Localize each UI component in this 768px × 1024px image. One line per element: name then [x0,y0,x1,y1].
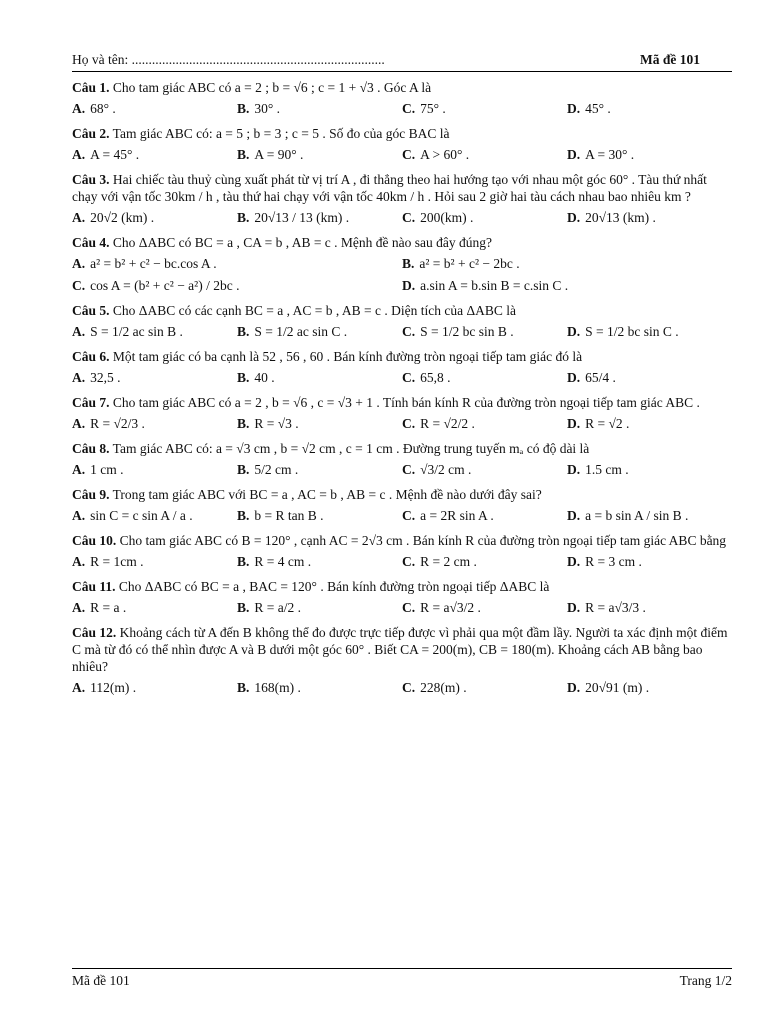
question-number: Câu 7. [72,395,110,410]
option-a[interactable] [72,677,237,697]
option-text: 1 cm . [90,461,124,477]
option-label: C. [402,507,416,523]
option-text: S = 1/2 ac sin B . [90,323,183,339]
question-text: Cho tam giác ABC có a = 2 ; b = √6 ; c = 1 + √3 . Góc A là [112,80,432,95]
options-row [72,207,732,227]
question-8 [72,440,732,479]
option-label: B. [237,679,250,695]
question-3 [72,171,732,227]
exam-code: Mã đề 101 [640,52,700,67]
question-text: Cho tam giác ABC có B = 120° , cạnh AC = 2√3 cm . Bán kính R của đường tròn ngoại tiếp tam giác ABC bằng [119,533,727,548]
question-10 [72,532,732,571]
option-d[interactable] [567,207,732,227]
option-label: A. [72,369,86,385]
option-d[interactable] [567,677,732,697]
question-stem [72,171,732,205]
option-a[interactable] [72,144,237,164]
option-text: A > 60° . [420,146,470,162]
option-text: a = 2R sin A . [420,507,494,523]
option-label: B. [237,209,250,225]
option-text: 5/2 cm . [254,461,299,477]
option-label: C. [402,679,416,695]
option-b[interactable] [237,597,402,617]
option-b[interactable] [237,413,402,433]
question-number: Câu 11. [72,579,116,594]
option-text: R = 2 cm . [420,553,477,569]
option-d[interactable] [567,459,732,479]
options-row [72,321,732,341]
option-text: sin C = c sin A / a . [90,507,193,523]
option-text: R = 4 cm . [254,553,312,569]
option-text: 200(km) . [420,209,474,225]
option-b[interactable] [237,321,402,341]
option-c[interactable] [402,677,567,697]
option-text: R = 3 cm . [585,553,642,569]
option-c[interactable] [402,321,567,341]
option-text: a.sin A = b.sin B = c.sin C . [420,277,569,293]
option-label: D. [567,146,581,162]
page-footer [72,968,732,989]
question-text: Cho ΔABC có các cạnh BC = a , AC = b , AB = c . Diện tích của ΔABC là [112,303,517,318]
option-text: S = 1/2 ac sin C . [254,323,348,339]
option-label: D. [567,553,581,569]
question-2 [72,125,732,164]
option-label: A. [72,146,86,162]
option-text: 20√13 / 13 (km) . [254,209,350,225]
question-stem [72,578,732,595]
option-text: a² = b² + c² − 2bc . [419,255,520,271]
question-text: Một tam giác có ba cạnh là 52 , 56 , 60 . Bán kính đường tròn ngoại tiếp tam giác đó là [112,349,583,364]
question-number: Câu 5. [72,303,110,318]
option-d[interactable] [567,367,732,387]
question-stem [72,234,732,251]
option-d[interactable] [567,144,732,164]
option-label: A. [72,209,86,225]
option-label: C. [402,323,416,339]
footer-exam-code: Mã đề 101 [72,973,130,988]
question-number: Câu 3. [72,172,110,187]
option-label: A. [72,323,86,339]
option-label: C. [402,599,416,615]
option-label: A. [72,679,86,695]
option-c[interactable] [402,413,567,433]
option-text: b = R tan B . [254,507,324,523]
option-label: D. [567,599,581,615]
option-c[interactable] [402,144,567,164]
option-text: R = √2/2 . [420,415,475,431]
option-b[interactable] [237,144,402,164]
option-label: C. [402,461,416,477]
options-row [72,253,732,273]
option-d[interactable] [567,98,732,118]
option-text: S = 1/2 bc sin C . [585,323,679,339]
option-b[interactable] [237,367,402,387]
option-label: B. [237,323,250,339]
option-text: a = b sin A / sin B . [585,507,689,523]
option-label: B. [237,507,250,523]
option-c[interactable] [402,207,567,227]
option-label: C. [72,277,86,293]
option-a[interactable] [72,505,237,525]
options-row [72,551,732,571]
options-row [72,413,732,433]
option-text: cos A = (b² + c² − a²) / 2bc . [90,277,240,293]
option-label: A. [72,461,86,477]
option-label: A. [72,599,86,615]
option-text: √3/2 cm . [420,461,472,477]
option-label: C. [402,369,416,385]
question-5 [72,302,732,341]
question-stem [72,302,732,319]
option-label: A. [72,255,86,271]
option-b[interactable] [237,551,402,571]
question-12 [72,624,732,697]
options-row [72,677,732,697]
option-c[interactable] [402,98,567,118]
option-b[interactable] [237,98,402,118]
option-a[interactable] [72,597,237,617]
exam-page [72,52,732,697]
option-text: 20√13 (km) . [585,209,656,225]
option-text: S = 1/2 bc sin B . [420,323,514,339]
option-text: R = 1cm . [90,553,144,569]
question-1 [72,79,732,118]
option-text: R = √3 . [254,415,299,431]
question-7 [72,394,732,433]
option-label: B. [237,100,250,116]
option-text: 40 . [254,369,275,385]
option-label: D. [567,507,581,523]
option-text: R = a√3/2 . [420,599,481,615]
option-label: C. [402,209,416,225]
option-a[interactable] [72,98,237,118]
question-text: Tam giác ABC có: a = √3 cm , b = √2 cm , c = 1 cm . Đường trung tuyến mₐ có độ dài là [112,441,590,456]
question-text: Hai chiếc tàu thuỷ cùng xuất phát từ vị trí A , đi thẳng theo hai hướng tạo với nhau một góc 60° . Tàu thứ nhất chạy với vận tốc 30km / h , tàu thứ hai chạy với vận tốc 40km / h . Hỏi sau 2 giờ hai tàu cách nhau bao nhiêu km ? [72,172,707,204]
option-text: 30° . [254,100,281,116]
option-text: R = √2/3 . [90,415,145,431]
option-a[interactable] [72,459,237,479]
question-text: Tam giác ABC có: a = 5 ; b = 3 ; c = 5 . Số đo của góc BAC là [112,126,450,141]
question-number: Câu 2. [72,126,110,141]
option-d[interactable] [567,551,732,571]
option-text: 75° . [420,100,446,116]
option-label: A. [72,415,86,431]
question-6 [72,348,732,387]
question-number: Câu 8. [72,441,110,456]
question-text: Cho ΔABC có BC = a , BAC = 120° . Bán kính đường tròn ngoại tiếp ΔABC là [118,579,550,594]
option-text: R = a . [90,599,127,615]
option-b[interactable] [237,505,402,525]
option-d[interactable] [567,413,732,433]
option-label: C. [402,100,416,116]
question-text: Cho tam giác ABC có a = 2 , b = √6 , c = √3 + 1 . Tính bán kính R của đường tròn ngoại tiếp tam giác ABC . [112,395,700,410]
option-label: D. [567,323,581,339]
options-row [72,597,732,617]
option-label: B. [402,255,415,271]
option-label: A. [72,100,86,116]
option-d[interactable] [567,505,732,525]
option-text: 65,8 . [420,369,451,385]
question-stem [72,486,732,503]
question-number: Câu 1. [72,80,110,95]
option-label: C. [402,553,416,569]
option-text: a² = b² + c² − bc.cos A . [90,255,217,271]
option-label: C. [402,415,416,431]
question-stem [72,348,732,365]
option-d[interactable] [567,597,732,617]
question-list [72,79,732,697]
option-label: B. [237,599,250,615]
question-9 [72,486,732,525]
options-row [72,144,732,164]
question-stem [72,624,732,675]
options-row [72,367,732,387]
question-number: Câu 6. [72,349,110,364]
question-number: Câu 4. [72,235,110,250]
option-a[interactable] [72,253,402,273]
option-d[interactable] [402,275,732,295]
option-label: D. [567,679,581,695]
option-text: 1.5 cm . [585,461,629,477]
question-text: Khoảng cách từ A đến B không thể đo được trực tiếp được vì phải qua một đầm lầy. Người ta xác định một điểm C mà từ đó có thể nhìn được A và B dưới một góc 60° . Biết CA = 200(m), CB = 180(m). Khoảng cách AB bằng bao nhiêu? [72,625,728,674]
option-d[interactable] [567,321,732,341]
question-stem [72,440,732,457]
option-a[interactable] [72,367,237,387]
option-label: B. [237,369,250,385]
option-b[interactable] [237,207,402,227]
options-row [72,98,732,118]
page-header [72,52,732,72]
option-label: D. [567,369,581,385]
student-name-field: Họ và tên: ........................................................................... [72,52,385,67]
option-text: 20√91 (m) . [585,679,650,695]
question-number: Câu 9. [72,487,110,502]
option-text: A = 90° . [254,146,304,162]
option-c[interactable] [402,551,567,571]
option-text: 32,5 . [90,369,121,385]
option-label: B. [237,415,250,431]
question-stem [72,125,732,142]
question-number: Câu 12. [72,625,117,640]
option-c[interactable] [402,597,567,617]
option-label: A. [72,553,86,569]
option-a[interactable] [72,413,237,433]
option-text: 65/4 . [585,369,616,385]
option-b[interactable] [237,677,402,697]
option-label: C. [402,146,416,162]
option-label: B. [237,146,250,162]
options-row [72,505,732,525]
option-label: D. [567,209,581,225]
question-text: Cho ΔABC có BC = a , CA = b , AB = c . Mệnh đề nào sau đây đúng? [112,235,493,250]
question-stem [72,79,732,96]
question-number: Câu 10. [72,533,117,548]
question-text: Trong tam giác ABC với BC = a , AC = b , AB = c . Mệnh đề nào dưới đây sai? [112,487,542,502]
option-text: R = √2 . [585,415,630,431]
option-c[interactable] [402,505,567,525]
option-a[interactable] [72,321,237,341]
option-c[interactable] [402,459,567,479]
page-number: Trang 1/2 [679,973,732,988]
option-a[interactable] [72,207,237,227]
question-stem [72,394,732,411]
option-text: 228(m) . [420,679,467,695]
options-row [72,459,732,479]
option-c[interactable] [72,275,402,295]
option-label: D. [567,415,581,431]
option-label: D. [402,277,416,293]
option-text: 112(m) . [90,679,137,695]
option-label: A. [72,507,86,523]
option-label: D. [567,100,581,116]
options-row [72,275,732,295]
option-c[interactable] [402,367,567,387]
option-text: 45° . [585,100,611,116]
option-label: B. [237,553,250,569]
option-text: 20√2 (km) . [90,209,155,225]
question-11 [72,578,732,617]
option-b[interactable] [402,253,732,273]
option-a[interactable] [72,551,237,571]
question-4 [72,234,732,295]
option-text: R = a√3/3 . [585,599,646,615]
option-b[interactable] [237,459,402,479]
question-stem [72,532,732,549]
option-text: 68° . [90,100,116,116]
option-label: B. [237,461,250,477]
option-text: R = a/2 . [254,599,302,615]
option-text: A = 30° . [585,146,635,162]
option-label: D. [567,461,581,477]
option-text: 168(m) . [254,679,301,695]
option-text: A = 45° . [90,146,140,162]
